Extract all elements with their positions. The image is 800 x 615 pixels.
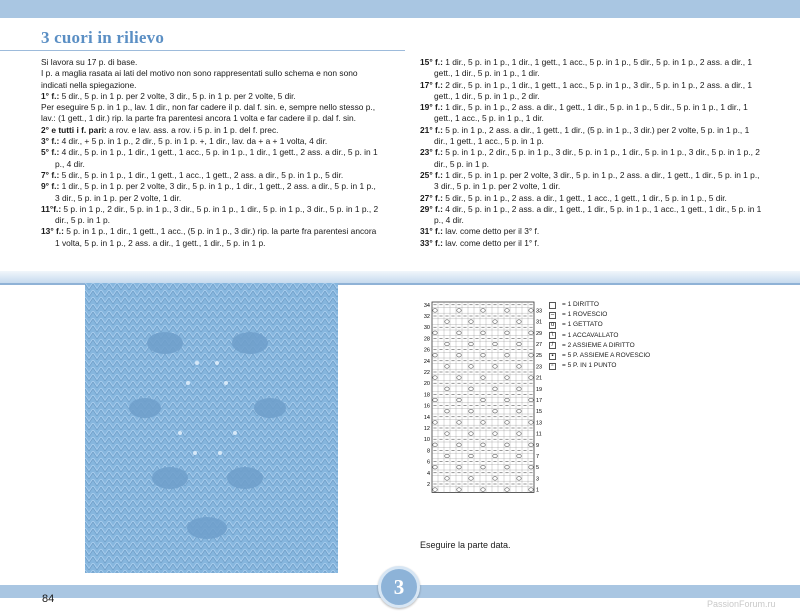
legend-item: [549, 331, 650, 341]
row-text: 1 dir., 5 p. in 1 p., 1 dir., 1 gett., 1 acc., 5 p. in 1 p., 5 dir., 5 p. in 1 p., 2 ass. a dir., 1 gett., 1 dir., 5 p. in 1 p., 1 dir.: [434, 57, 753, 79]
row-label: 25° f.:: [420, 169, 443, 180]
row-label: 2° e tutti i f. pari:: [41, 124, 107, 135]
instruction-row: [41, 204, 381, 227]
row-label: 9° f.:: [41, 181, 60, 192]
legend-symbol-icon: –: [550, 311, 555, 318]
instruction-row: [41, 170, 381, 181]
legend-item: [549, 361, 650, 371]
chart-row-number: 30: [423, 325, 430, 332]
row-label: 23° f.:: [420, 147, 443, 158]
legend-item: [549, 310, 650, 320]
instruction-row: [420, 226, 765, 237]
row-text: Per eseguire 5 p. in 1 p., lav. 1 dir., non far cadere il p. dal f. sin. e, sempre nello stesso p., lav.: (1 gett., 1 dir.) rip. la parte fra parentesi ancora 1 volta e far cadere il p. dal f. sin.: [41, 102, 376, 124]
row-text: 4 dir., 5 p. in 1 p., 2 ass. a dir., 1 gett., 1 dir., 5 p. in 1 p., 1 acc., 1 gett., 1 dir., 5 p. in 1 p., 4 dir.: [434, 203, 762, 226]
row-text: 5 dir., 5 p. in 1 p. per 2 volte, 3 dir., 5 p. in 1 p. per 2 volte, 5 dir.: [59, 90, 296, 101]
legend-label: = 5 P. IN 1 PUNTO: [562, 362, 617, 370]
legend-item: [549, 351, 650, 361]
row-label: 31° f.:: [420, 226, 443, 237]
chart-row-number: 11: [536, 431, 542, 438]
row-label: 3° f.:: [41, 136, 60, 147]
instructions-right-column: [420, 57, 765, 249]
legend-item: [549, 300, 650, 310]
instruction-row: [420, 204, 765, 227]
chart-row-number: 19: [536, 386, 543, 393]
instruction-row: [41, 181, 381, 204]
legend-symbol-icon: \: [549, 332, 556, 339]
chart-row-number: 13: [536, 420, 543, 427]
legend-symbol-icon: o: [550, 321, 555, 328]
instruction-row: [420, 238, 765, 249]
legend-item: [549, 341, 650, 351]
section-number-badge: 3: [378, 566, 420, 608]
chart-row-number: 26: [423, 347, 430, 354]
legend-symbol-icon: [549, 302, 556, 309]
section-band: [0, 271, 800, 283]
chart-row-number: 1: [536, 487, 540, 494]
row-label: 5° f.:: [41, 147, 60, 158]
row-text: 4 dir., 5 p. in 1 p., 1 dir., 1 gett., 1 acc., 5 p. in 1 p., 1 dir., 1 gett., 2 ass. a dir., 5 p. in 1 p., 4 dir.: [55, 147, 378, 169]
title-divider: [0, 50, 405, 51]
row-text: 1 dir., 5 p. in 1 p., 2 ass. a dir., 1 gett., 1 dir., 5 p. in 1 p., 5 dir., 5 p. in 1 p., 1 dir., 1 gett., 1 acc., 5 p. in 1 p., 1 dir.: [434, 102, 748, 124]
row-text: lav. come detto per il 3° f.: [442, 226, 540, 237]
row-label: 17° f.:: [420, 79, 443, 90]
instruction-row: [41, 102, 381, 125]
row-text: 5 p. in 1 p., 2 ass. a dir., 1 gett., 1 dir., (5 p. in 1 p., 3 dir.) per 2 volte, 5 p. in 1 p., 1 dir., 1 gett., 1 acc., 5 p. in 1 p.: [434, 124, 750, 147]
row-text: a rov. e lav. ass. a rov. i 5 p. in 1 p. del f. prec.: [106, 124, 279, 135]
instructions-left-column: [41, 57, 381, 249]
legend-label: = 5 P. ASSIEME A ROVESCIO: [562, 351, 651, 359]
swatch-texture: [85, 283, 338, 573]
row-label: 15° f.:: [420, 57, 443, 67]
chart-row-number: 6: [426, 459, 430, 466]
chart-legend: [549, 300, 650, 371]
legend-symbol-icon: /: [549, 342, 556, 349]
chart-row-number: 28: [423, 336, 430, 343]
instruction-row: [41, 136, 381, 147]
legend-label: = 1 GETTATO: [562, 321, 603, 329]
legend-label: = 1 ACCAVALLATO: [562, 331, 619, 339]
chart-row-number: 24: [423, 358, 430, 365]
chart-row-number: 3: [536, 476, 540, 483]
knitting-chart: [418, 300, 543, 497]
instruction-row: [420, 57, 765, 80]
chart-row-number: 16: [423, 403, 430, 410]
chart-row-number: 14: [423, 414, 430, 421]
chart-row-number: 5: [536, 465, 540, 472]
instruction-row: [41, 125, 381, 136]
legend-symbol-icon: ▪: [549, 353, 556, 360]
row-label: 21° f.:: [420, 124, 443, 135]
legend-item: [549, 320, 650, 330]
instruction-row: [420, 125, 765, 148]
row-label: 1° f.:: [41, 90, 60, 101]
instruction-row: [420, 80, 765, 103]
chart-row-number: 7: [536, 454, 540, 460]
chart-row-number: 34: [423, 302, 430, 309]
row-text: 4 dir., + 5 p. in 1 p., 2 dir., 5 p. in 1 p. +, 1 dir., lav. da + a + 1 volta, 4 dir.: [59, 136, 328, 147]
chart-row-number: 21: [536, 375, 543, 382]
intro-line: I p. a maglia rasata ai lati del motivo non sono rappresentati sullo schema e non sono indicati nella spiegazione.: [41, 68, 358, 90]
chart-row-number: 4: [426, 470, 430, 477]
row-instructions-right: [420, 57, 765, 249]
legend-label: = 1 ROVESCIO: [562, 311, 608, 319]
legend-label: = 2 ASSIEME A DIRITTO: [562, 341, 635, 349]
intro-line: Si lavora su 17 p. di base.: [41, 57, 138, 67]
row-label: 7° f.:: [41, 169, 60, 180]
legend-label: = 1 DIRITTO: [562, 301, 599, 308]
chart-row-number: 20: [423, 381, 430, 388]
chart-row-number: 2: [426, 482, 430, 488]
row-text: 5 dir., 5 p. in 1 p., 1 dir., 1 gett., 1 acc., 1 gett., 2 ass. a dir., 5 p. in 1 p., 5 dir.: [59, 169, 344, 180]
instruction-row: [420, 147, 765, 170]
row-label: 11°f.:: [41, 203, 62, 214]
chart-row-number: 15: [536, 409, 543, 416]
knitted-swatch-photo: [85, 283, 338, 573]
row-instructions-left: [41, 91, 381, 249]
chart-row-number: 23: [536, 364, 543, 371]
chart-row-number: 12: [423, 426, 430, 432]
row-text: 1 dir., 5 p. in 1 p. per 2 volte, 3 dir., 5 p. in 1 p., 1 dir., 1 gett., 2 ass. a dir., 5 p. in 1 p., 3 dir., 5 p. in 1 p. per 2 volte, 1 dir.: [55, 181, 376, 203]
instruction-row: [41, 226, 381, 249]
footer-note: Eseguire la parte data.: [420, 540, 511, 550]
page-title: 3 cuori in rilievo: [41, 28, 165, 47]
row-text: 5 p. in 1 p., 2 dir., 5 p. in 1 p., 3 dir., 5 p. in 1 p., 1 dir., 5 p. in 1 p., 3 dir., 5 p. in 1 p., 2 dir., 5 p. in 1 p.: [55, 203, 379, 226]
row-label: 29° f.:: [420, 203, 443, 214]
chart-row-number: 22: [423, 370, 430, 376]
chart-row-number: 17: [536, 398, 543, 404]
row-label: 33° f.:: [420, 237, 443, 248]
row-text: lav. come detto per il 1° f.: [442, 237, 540, 248]
row-text: 2 dir., 5 p. in 1 p., 1 dir., 1 gett., 1 acc., 5 p. in 1 p., 3 dir., 5 p. in 1 p., 2 ass. a dir., 1 gett., 1 dir., 5 p. in 1 p., 2 dir.: [434, 79, 753, 101]
chart-row-number: 8: [426, 448, 430, 455]
instruction-row: [420, 193, 765, 204]
row-text: 5 p. in 1 p., 1 dir., 1 gett., 1 acc., (5 p. in 1 p., 3 dir.) rip. la parte fra parentesi ancora 1 volta, 5 p. in 1 p., 2 ass. a dir., 1 gett., 1 dir., 5 p. in 1 p.: [55, 226, 377, 248]
watermark-text: PassionForum.ru: [707, 599, 776, 609]
instruction-row: [41, 91, 381, 102]
row-label: 13° f.:: [41, 226, 64, 237]
row-text: 1 dir., 5 p. in 1 p. per 2 volte, 3 dir., 5 p. in 1 p., 2 ass. a dir., 1 gett., 1 dir., 5 p. in 1 p., 3 dir., 5 p. in 1 p. per 2 volte, 1 dir.: [434, 169, 760, 192]
chart-row-number: 9: [536, 442, 540, 449]
instruction-row: [420, 102, 765, 125]
chart-grid: [418, 300, 543, 497]
chart-row-number: 32: [423, 314, 430, 320]
row-text: 5 dir., 5 p. in 1 p., 2 ass. a dir., 1 gett., 1 acc., 1 gett., 1 dir., 5 p. in 1 p., 5 dir.: [442, 192, 727, 203]
chart-row-number: 10: [423, 437, 430, 444]
page-number: 84: [42, 593, 55, 605]
row-label: 27° f.:: [420, 192, 443, 203]
chart-row-number: 18: [423, 392, 430, 399]
chart-row-number: 25: [536, 353, 543, 360]
legend-symbol-icon: ▫: [549, 363, 556, 370]
top-color-bar: [0, 0, 800, 18]
instruction-row: [41, 147, 381, 170]
chart-row-number: 27: [536, 342, 543, 348]
instruction-row: [420, 170, 765, 193]
row-label: 19° f.:: [420, 102, 443, 113]
row-text: 5 p. in 1 p., 2 dir., 5 p. in 1 p., 3 dir., 5 p. in 1 p., 1 dir., 5 p. in 1 p., 3 dir., 5 p. in 1 p., 2 dir., 5 p. in 1 p.: [434, 147, 760, 169]
chart-row-number: 33: [536, 308, 543, 315]
chart-row-number: 29: [536, 330, 543, 337]
chart-row-number: 31: [536, 319, 543, 326]
